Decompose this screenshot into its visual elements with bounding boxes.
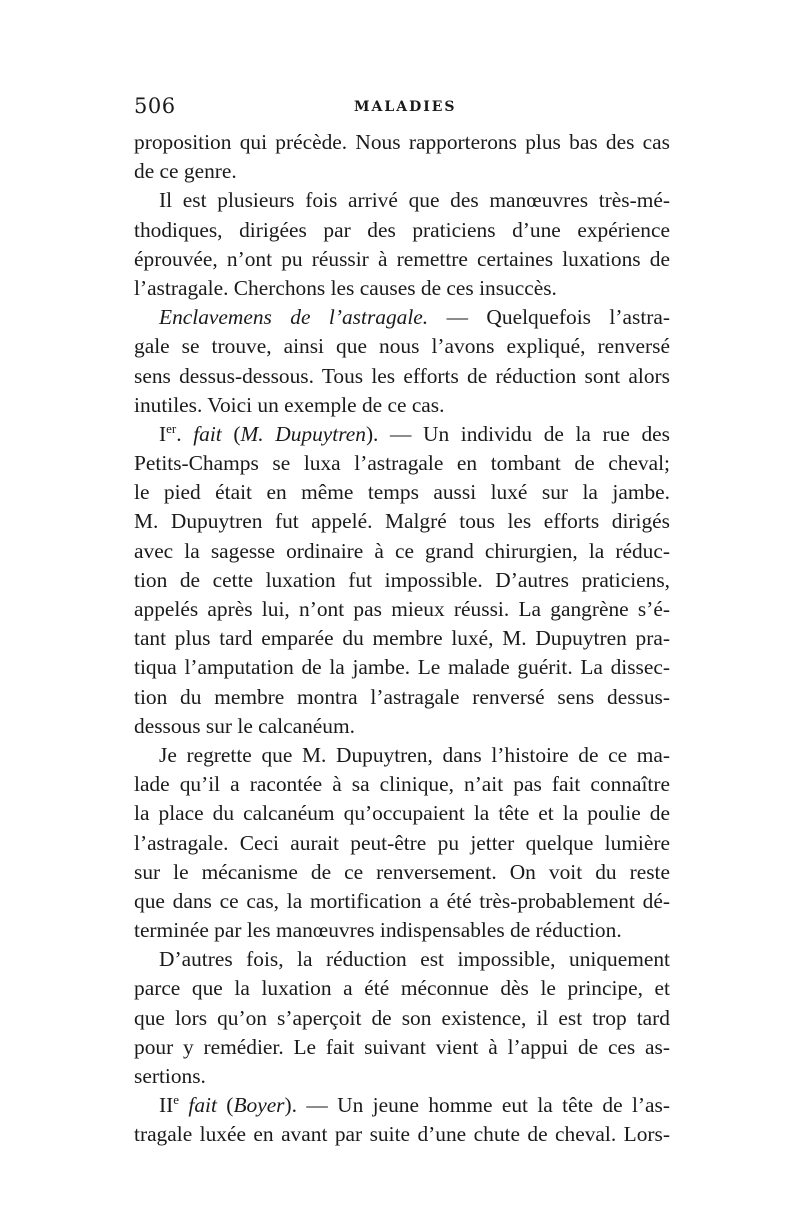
text-line: parce que la luxation a été méconnue dès le principe, et [134,976,670,1001]
page-header [134,94,670,124]
text-line: dessous sur le calcanéum. [134,713,355,738]
text-line: tant plus tard emparée du membre luxé, M. Dupuytren pra- [134,626,670,651]
case-heading-line: IIe fait (Boyer). — Un jeune homme eut la tête de l’as- [159,1092,670,1118]
text-line: de ce genre. [134,159,237,184]
body-text [134,128,670,1150]
text-line: que dans ce cas, la mortification a été très-probablement dé- [134,888,670,913]
page-number: 506 [134,94,176,118]
case-author: Boyer [233,1093,285,1118]
case-author: M. Dupuytren [240,421,366,446]
text-line: que lors qu’on s’aperçoit de son existence, il est trop tard [134,1005,670,1030]
text-line: thodiques, dirigées par des praticiens d’une expérience [134,217,670,242]
text-line: sur le mécanisme de ce renversement. On voit du reste [134,859,670,884]
text-line: le pied était en même temps aussi luxé sur la jambe. [134,480,670,505]
text-line: sertions. [134,1064,206,1088]
paragraph-start: Il est plusieurs fois arrivé que des manœuvres très-mé- [159,188,670,213]
text-line: éprouvée, n’ont pu réussir à remettre certaines luxations de [134,246,670,271]
section-heading: Enclavemens de l’astragale. [159,305,429,330]
text-line: proposition qui précède. Nous rapporterons plus bas des cas [134,130,670,154]
text-line: terminée par les manœuvres indispensables de réduction. [134,918,622,943]
text-line: tiqua l’amputation de la jambe. Le malade guérit. La dissec- [134,655,670,680]
text-line: inutiles. Voici un exemple de ce cas. [134,392,445,417]
text-line: tion du membre montra l’astragale renversé sens dessus- [134,684,670,709]
text-line: M. Dupuytren fut appelé. Malgré tous les efforts dirigés [134,509,670,534]
text-line: l’astragale. Cherchons les causes de ces insuccès. [134,275,557,300]
text-line: appelés après lui, n’ont pas mieux réussi. La gangrène s’é- [134,597,670,621]
text-line: lade qu’il a racontée à sa clinique, n’ait pas fait connaître [134,772,670,797]
text-line: pour y remédier. Le fait suivant vient à l’appui de ces as- [134,1034,670,1059]
text-line: la place du calcanéum qu’occupaient la tête et la poulie de [134,801,670,826]
text-line: gale se trouve, ainsi que nous l’avons expliqué, renversé [134,334,670,359]
text-line: tion de cette luxation fut impossible. D’autres praticiens, [134,567,670,592]
text-line: tragale luxée en avant par suite d’une chute de cheval. Lors- [134,1122,670,1147]
text-line: l’astragale. Ceci aurait peut-être pu jetter quelque lumière [134,830,670,855]
text-line: Petits-Champs se luxa l’astragale en tombant de cheval; [134,451,670,476]
paragraph-start: D’autres fois, la réduction est impossible, uniquement [159,947,670,972]
paragraph-start: Je regrette que M. Dupuytren, dans l’histoire de ce ma- [159,742,670,767]
running-title: MALADIES [354,99,457,115]
section-heading-line: Enclavemens de l’astragale. — Quelquefois l’astra- [159,305,670,330]
text-line: avec la sagesse ordinaire à ce grand chirurgien, la réduc- [134,538,670,563]
text-line: sens dessus-dessous. Tous les efforts de réduction sont alors [134,363,670,388]
case-heading-line: Ier. fait (M. Dupuytren). — Un individu de la rue des [159,420,670,446]
